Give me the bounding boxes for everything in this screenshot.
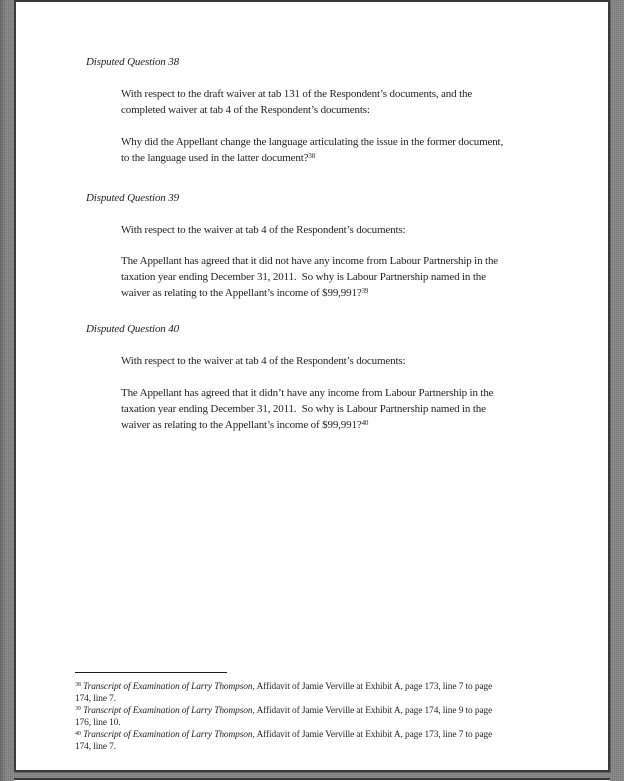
footnotes-block bbox=[75, 681, 492, 754]
text-line: Why did the Appellant change the language articulating the issue in the former document, bbox=[121, 136, 504, 148]
text-line: The Appellant has agreed that it didn’t have any income from Labour Partnership in the bbox=[121, 387, 494, 399]
paragraph bbox=[121, 385, 493, 434]
text-line: taxation year ending December 31, 2011. So why is Labour Partnership named in the bbox=[121, 403, 486, 416]
footnote-40 bbox=[75, 729, 492, 741]
footnote-39-continuation: 176, line 10. bbox=[75, 718, 121, 729]
section-heading-39: Disputed Question 39 bbox=[86, 192, 179, 204]
footnote-marker-40: 40 bbox=[75, 730, 81, 737]
footnote-40-continuation: 174, line 7. bbox=[75, 742, 116, 753]
footnote-ref-38: 38 bbox=[308, 151, 316, 160]
text-line bbox=[121, 285, 498, 301]
section-heading-38: Disputed Question 38 bbox=[86, 56, 179, 68]
footnote-text: Affidavit of Jamie Verville at Exhibit A, page 173, line 7 to page bbox=[254, 730, 493, 741]
section-heading-40: Disputed Question 40 bbox=[86, 323, 179, 335]
text-segment: waiver as relating to the Appellant’s income of $99,991? bbox=[121, 419, 362, 432]
paragraph bbox=[121, 253, 498, 302]
text-line bbox=[121, 417, 493, 433]
text-segment: waiver as relating to the Appellant’s income of $99,991? bbox=[121, 287, 362, 300]
document-page bbox=[14, 0, 610, 772]
footnote-38 bbox=[75, 681, 492, 693]
footnote-marker-39: 39 bbox=[75, 706, 81, 713]
footnote-italic-title: Transcript of Examination of Larry Thompson, bbox=[83, 682, 255, 692]
footnote-39 bbox=[75, 705, 492, 717]
footnote-italic-title: Transcript of Examination of Larry Thompson, bbox=[83, 706, 255, 717]
text-segment: to the language used in the latter document? bbox=[121, 152, 309, 165]
text-line bbox=[121, 150, 503, 166]
paragraph bbox=[121, 222, 405, 238]
footnote-38-continuation: 174, line 7. bbox=[75, 694, 116, 705]
footnote-separator bbox=[75, 672, 227, 673]
text-line: With respect to the draft waiver at tab 131 of the Respondent’s documents, and the bbox=[121, 88, 473, 100]
footnote-ref-39: 39 bbox=[361, 286, 369, 295]
footnote-marker-38: 38 bbox=[75, 682, 81, 689]
text-line: The Appellant has agreed that it did not have any income from Labour Partnership in the bbox=[121, 255, 499, 267]
footnote-italic-title: Transcript of Examination of Larry Thompson, bbox=[83, 730, 255, 741]
paragraph bbox=[121, 353, 405, 369]
footnote-text: Affidavit of Jamie Verville at Exhibit A, page 174, line 9 to page bbox=[254, 706, 493, 717]
paragraph bbox=[121, 86, 472, 118]
text-line: completed waiver at tab 4 of the Respondent’s documents: bbox=[121, 104, 370, 117]
text-line: With respect to the waiver at tab 4 of the Respondent’s documents: bbox=[121, 224, 406, 236]
paragraph bbox=[121, 134, 503, 166]
text-line: taxation year ending December 31, 2011. So why is Labour Partnership named in the bbox=[121, 271, 486, 284]
footnote-text: Affidavit of Jamie Verville at Exhibit A, page 173, line 7 to page bbox=[254, 682, 493, 692]
text-line: With respect to the waiver at tab 4 of the Respondent’s documents: bbox=[121, 355, 406, 367]
footnote-ref-40: 40 bbox=[361, 418, 369, 427]
